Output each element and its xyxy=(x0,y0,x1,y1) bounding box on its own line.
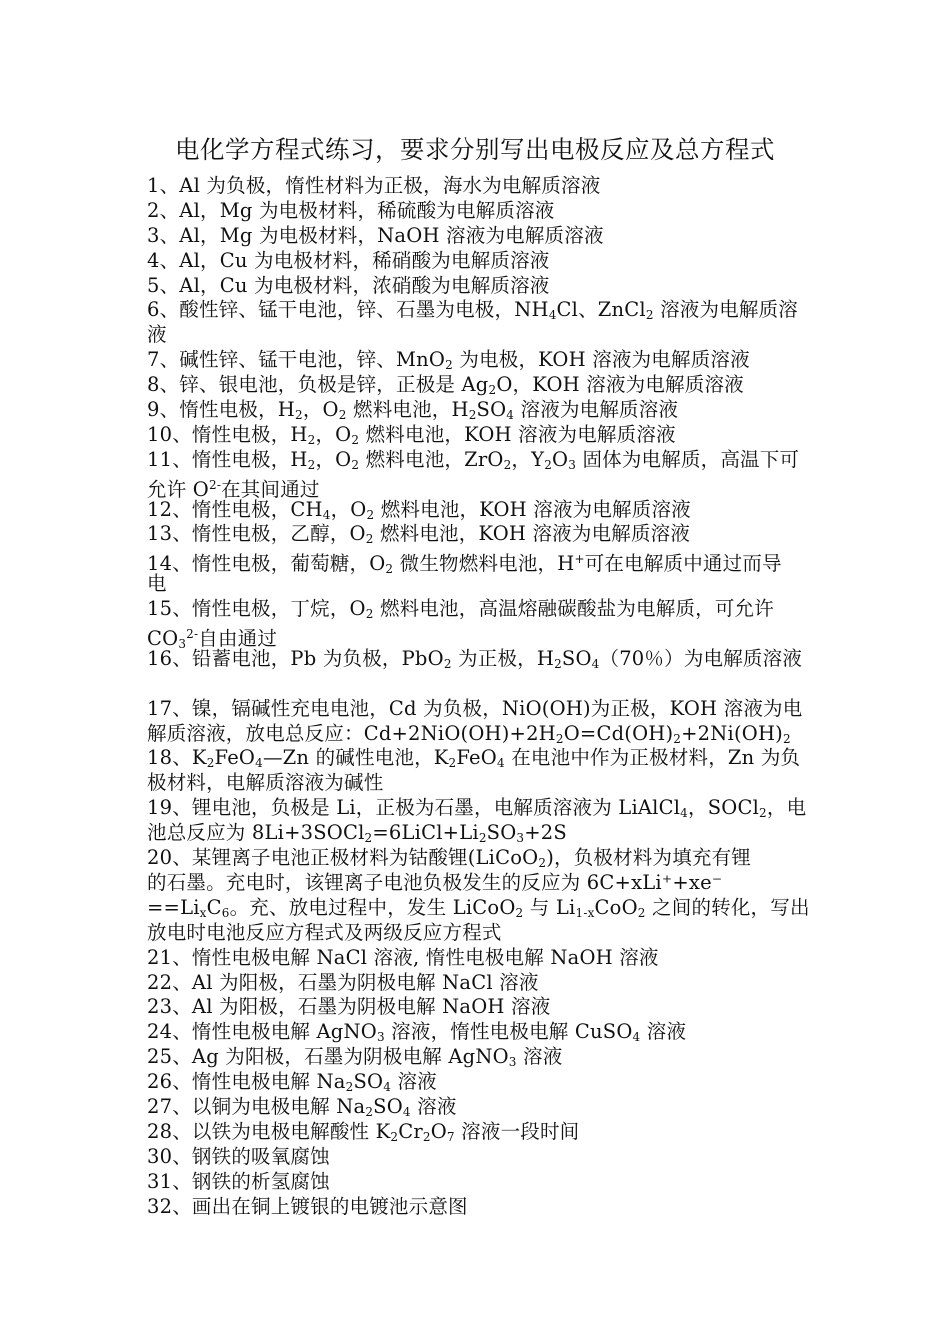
subscript: 2 xyxy=(544,457,553,472)
exercise-line: 27、以铜为电极电解 $Na_2SO_4$ 溶液 xyxy=(147,1094,457,1119)
exercise-line: 9、惰性电极，$H_2$，$O_2$ 燃料电池，$H_2SO_4$ 溶液为电解质溶液 xyxy=(147,398,679,423)
exercise-line: 16、铅蓄电池，Pb 为负极，PbO$_2$ 为正极，$H_2SO_4(70$％）为电解质溶液 xyxy=(147,646,803,671)
exercise-line: 4、Al，Cu 为电极材料，稀硝酸为电解质溶液 xyxy=(147,248,550,272)
subscript: 2 xyxy=(364,831,373,846)
subscript: 2 xyxy=(783,731,791,746)
subscript: 2 xyxy=(385,562,394,577)
exercise-line: 3、Al，Mg 为电极材料，NaOH 溶液为电解质溶液 xyxy=(147,223,604,247)
exercise-line: 24、惰性电极电解 AgNO$_3$ 溶液，惰性电极电解 CuSO$_4$ 溶液 xyxy=(147,1020,687,1045)
exercise-line: 放电时电池反应方程式及两级反应方程式 xyxy=(147,920,502,944)
exercise-list xyxy=(147,174,815,1219)
subscript: 2 xyxy=(503,457,512,472)
subscript: 2 xyxy=(448,756,457,771)
exercise-line: 12、惰性电极，$CH_4$，$O_2$ 燃料电池，KOH 溶液为电解质溶液 xyxy=(147,497,691,522)
exercise-line: 7、碱性锌、锰干电池，锌、MnO$_2$ 为电极，KOH 溶液为电解质溶液 xyxy=(147,348,750,373)
subscript: 4 xyxy=(591,656,600,671)
exercise-line: 的石墨。充电时，该锂离子电池负极发生的反应为 6C+xLi⁺+xe⁻ xyxy=(147,870,723,894)
blank-line xyxy=(147,672,815,697)
exercise-line: 2、Al，Mg 为电极材料，稀硫酸为电解质溶液 xyxy=(147,198,555,222)
exercise-line: 15、惰性电极，丁烷，$O_2$ 燃料电池，高温熔融碳酸盐为电解质，可允许 xyxy=(147,597,774,622)
subscript: 4 xyxy=(383,1080,392,1095)
exercise-line: 31、钢铁的析氢腐蚀 xyxy=(147,1169,330,1193)
subscript: 4 xyxy=(322,507,331,522)
subscript: 3 xyxy=(178,637,187,652)
subscript: 2 xyxy=(307,457,316,472)
subscript: x xyxy=(199,905,207,920)
subscript: 2 xyxy=(759,806,767,821)
exercise-line: $CO_3^{2-}$自由通过 xyxy=(147,627,278,652)
exercise-line: 14、惰性电极，葡萄糖，$O_2$ 微生物燃料电池，H+可在电解质中通过而导 xyxy=(147,552,782,577)
subscript: 2 xyxy=(515,905,524,920)
exercise-line: 20、某锂离子电池正极材料为钴酸锂(LiCoO$_2$)，负极材料为填充有锂 xyxy=(147,846,752,871)
subscript: 1-x xyxy=(575,905,595,920)
exercise-line: 19、锂电池，负极是 Li，正极为石墨，电解质溶液为 LiAlCl$_4$，SOCl$_2$，电 xyxy=(147,796,807,821)
subscript: 2 xyxy=(338,408,347,423)
exercise-line: 5、Al，Cu 为电极材料，浓硝酸为电解质溶液 xyxy=(147,273,550,297)
subscript: 4 xyxy=(402,1104,411,1119)
exercise-line: 28、以铁为电极电解酸性 $K_2Cr_2O_7$ 溶液一段时间 xyxy=(147,1119,580,1144)
document-title: 电化学方程式练习，要求分别写出电极反应及总方程式 xyxy=(175,135,775,164)
subscript: 2 xyxy=(443,656,452,671)
superscript: 2- xyxy=(209,477,222,492)
subscript: 2 xyxy=(365,607,374,622)
subscript: 2 xyxy=(307,432,316,447)
subscript: 4 xyxy=(632,1030,641,1045)
subscript: 2 xyxy=(445,358,453,373)
subscript: 2 xyxy=(365,1104,374,1119)
exercise-line: 23、Al 为阳极，石墨为阴极电解 NaOH 溶液 xyxy=(147,995,551,1019)
exercise-line: 极材料，电解质溶液为碱性 xyxy=(147,771,384,795)
subscript: 2 xyxy=(538,856,547,871)
subscript: 6 xyxy=(221,905,230,920)
subscript: 4 xyxy=(506,408,515,423)
exercise-line: 17、镍，镉碱性充电电池，Cd 为负极，NiO(OH)为正极，KOH 溶液为电 xyxy=(147,696,803,720)
subscript: 4 xyxy=(680,806,689,821)
exercise-line: 允许 $O^{2-}$在其间通过 xyxy=(147,477,320,501)
subscript: 3 xyxy=(516,831,525,846)
exercise-line: 22、Al 为阳极，石墨为阴极电解 NaCl 溶液 xyxy=(147,970,539,994)
subscript: 2 xyxy=(478,831,487,846)
subscript: 2 xyxy=(645,308,654,323)
exercise-line: 32、画出在铜上镀银的电镀池示意图 xyxy=(147,1194,468,1218)
subscript: 2 xyxy=(351,432,360,447)
subscript: 4 xyxy=(255,756,263,771)
exercise-line: 26、惰性电极电解 $Na_2SO_4$ 溶液 xyxy=(147,1070,437,1095)
subscript: 2 xyxy=(390,1129,399,1144)
exercise-line: 池总反应为 $8Li+3SOCl_2=6LiCl+Li_2SO_3+2S$ xyxy=(147,821,567,846)
superscript: + xyxy=(574,552,585,567)
exercise-line: 25、Ag 为阳极，石墨为阴极电解 AgNO$_3$ 溶液 xyxy=(147,1045,563,1070)
subscript: 2 xyxy=(422,1129,431,1144)
exercise-line: 解质溶液，放电总反应：$Cd+2NiO(OH)+2H_2O=Cd(OH)_2+2Ni(OH)_2$ xyxy=(147,721,791,746)
subscript: 3 xyxy=(508,1055,517,1070)
exercise-line: 液 xyxy=(147,323,167,347)
exercise-line: 10、惰性电极，$H_2$，$O_2$ 燃料电池，KOH 溶液为电解质溶液 xyxy=(147,422,676,447)
subscript: 2 xyxy=(295,408,303,423)
exercise-line: 1、Al 为负极，惰性材料为正极，海水为电解质溶液 xyxy=(147,174,601,197)
subscript: 3 xyxy=(376,1030,385,1045)
exercise-line: 30、钢铁的吸氧腐蚀 xyxy=(147,1144,330,1168)
subscript: 2 xyxy=(637,905,646,920)
exercise-line: 6、酸性锌、锰干电池，锌、石墨为电极，$NH_4Cl$、ZnCl$_2$ 溶液为电解质溶 xyxy=(147,298,799,323)
exercise-line: 11、惰性电极，$H_2$，$O_2$ 燃料电池，ZrO$_2$，$Y_2O_3$ 固体为电解质，高温下可 xyxy=(147,447,800,472)
subscript: 2 xyxy=(366,507,375,522)
subscript: 2 xyxy=(554,656,562,671)
exercise-line: 13、惰性电极，乙醇，$O_2$ 燃料电池，KOH 溶液为电解质溶液 xyxy=(147,522,691,547)
exercise-line: 电 xyxy=(147,572,167,596)
subscript: 2 xyxy=(345,1080,354,1095)
superscript: 2- xyxy=(186,627,199,642)
subscript: 2 xyxy=(351,457,360,472)
subscript: 7 xyxy=(446,1129,455,1144)
subscript: 2 xyxy=(673,731,682,746)
subscript: 2 xyxy=(468,408,477,423)
subscript: 2 xyxy=(365,532,374,547)
subscript: 2 xyxy=(488,383,497,398)
subscript: 4 xyxy=(496,756,505,771)
exercise-line: 21、惰性电极电解 NaCl 溶液, 惰性电极电解 NaOH 溶液 xyxy=(147,945,659,969)
subscript: 3 xyxy=(568,457,577,472)
subscript: 4 xyxy=(548,308,557,323)
exercise-line: 18、$K_2FeO_4—Zn$ 的碱性电池，$K_2FeO_4$ 在电池中作为正极材料，Zn 为负 xyxy=(147,746,801,771)
subscript: 2 xyxy=(206,756,215,771)
exercise-line: 8、锌、银电池，负极是锌，正极是 $Ag_2O$，KOH 溶液为电解质溶液 xyxy=(147,373,744,398)
exercise-line: $==Li_xC_6$。充、放电过程中，发生 LiCoO$_2$ 与 $Li_{1-x}CoO_2$ 之间的转化，写出 xyxy=(147,895,810,920)
subscript: 2 xyxy=(555,731,564,746)
